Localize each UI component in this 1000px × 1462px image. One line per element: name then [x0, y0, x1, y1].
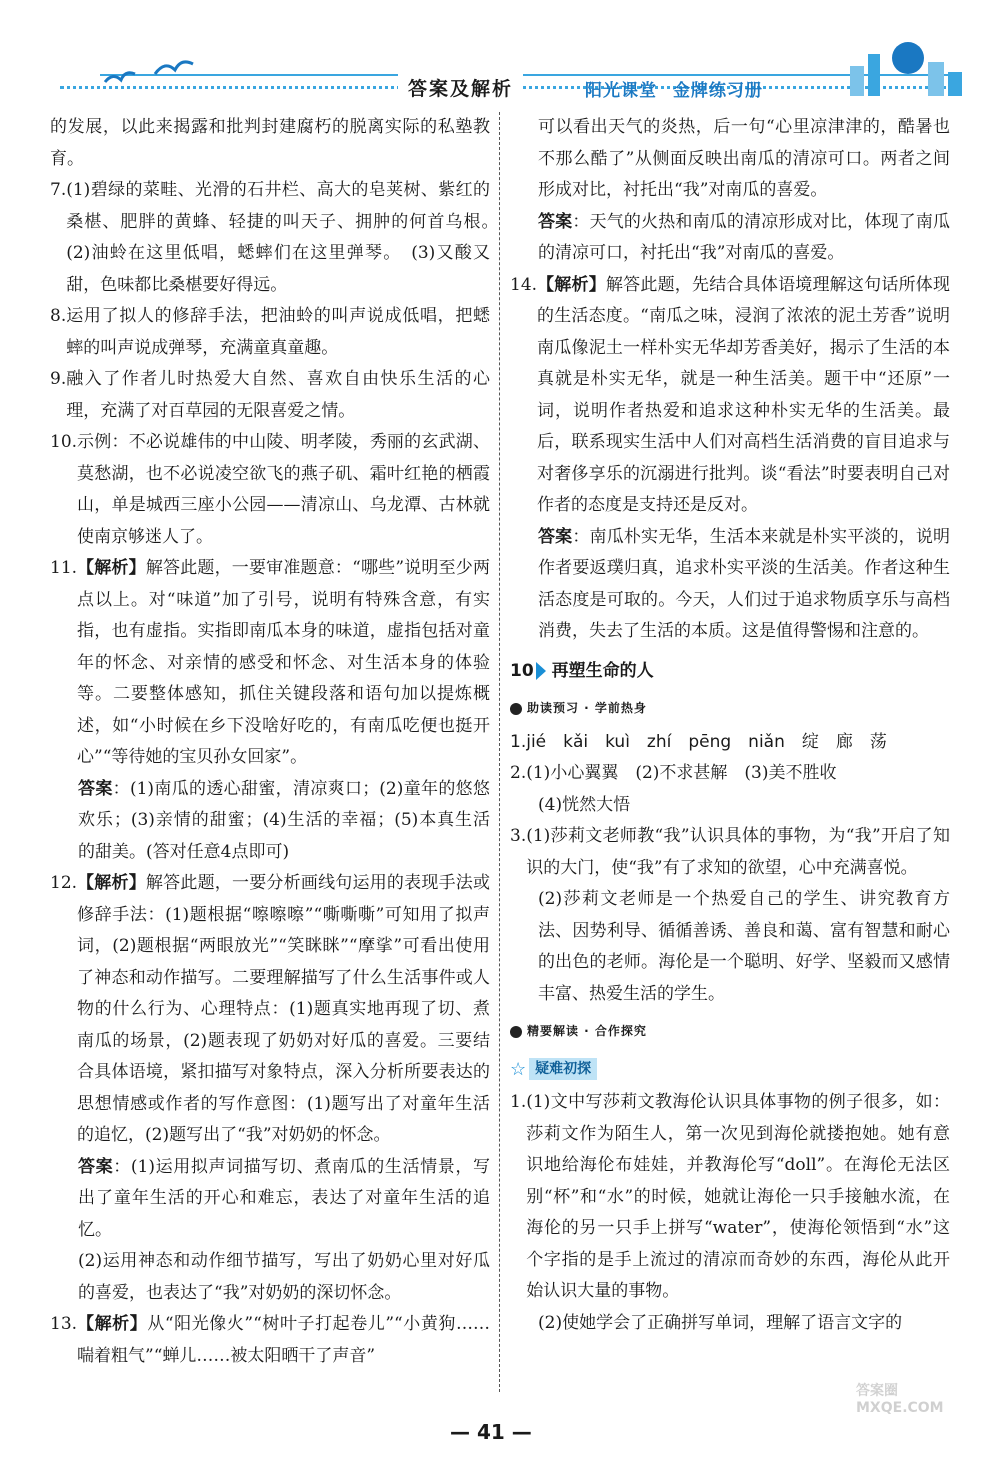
answer-item — [510, 821, 950, 884]
pinyin-answers: 1.jié kǎi kuì zhí pēng niǎn 绽 廊 荡 — [510, 731, 887, 752]
item-text: (1)莎莉文老师教“我”认识具体的事物，为“我”开启了知识的大门，使“我”有了求知的欲望，心中充满喜悦。 — [526, 826, 950, 878]
lesson-number: 10 — [510, 660, 534, 681]
item-text: (1)小心翼翼 (2)不求甚解 (3)美不胜收 — [526, 763, 837, 783]
right-column — [510, 112, 950, 1339]
section-tag — [510, 1054, 597, 1086]
answer-item — [50, 301, 490, 364]
page-header — [40, 58, 970, 100]
bullet-icon — [510, 703, 522, 715]
answer-item — [50, 1309, 490, 1372]
answer-paragraph — [510, 522, 950, 648]
answer-item — [510, 270, 950, 522]
item-number: 3. — [510, 826, 527, 846]
analysis-text: 解答此题，一要分析画线句运用的表现手法或修辞手法：(1)题根据“嚓嚓嚓”“嘶嘶嘶”可知用了拟声词，(2)题根据“两眼放光”“笑眯眯”“摩挲”可看出使用了神态和动作描写。二要理解描写了什么生活事件或人物的什么行为、心理特点：(1)题真实地再现了切、煮南瓜的场景，(2)题表现了奶奶对好瓜的喜爱。三要结合具体语境，紧扣描写对象特点，深入分析所要表达的思想情感或作者的写作意图：(1)题写出了对童年生活的追忆，(2)题写出了“我”对奶奶的怀念。 — [77, 873, 491, 1145]
answer-text: ：(1)南瓜的透心甜蜜，清凉爽口；(2)童年的悠悠欢乐；(3)亲情的甜蜜；(4)生活的幸福；(5)本真生活的甜美。(答对任意4点即可) — [78, 778, 490, 862]
city-skyline-icon — [840, 36, 970, 96]
left-column — [50, 112, 507, 1372]
tag-label: 疑难初探 — [529, 1058, 597, 1080]
answer-item — [50, 868, 490, 1152]
brand-subtitle: 金牌练习册 — [673, 81, 763, 101]
answer-paragraph: 可以看出天气的炎热，后一句“心里凉津津的，酷暑也不那么酷了”从侧面反映出南瓜的清凉可口。两者之间形成对比，衬托出“我”对南瓜的喜爱。 — [538, 117, 950, 200]
item-number: 9. — [50, 369, 67, 389]
chevron-right-icon — [536, 662, 546, 680]
lesson-title: 再塑生命的人 — [551, 660, 654, 681]
item-number: 11. — [50, 558, 78, 578]
item-text: 示例：不必说雄伟的中山陵、明孝陵，秀丽的玄武湖、莫愁湖，也不必说凌空欲飞的燕子矶、霜叶红艳的栖霞山，单是城西三座小公园——清凉山、乌龙潭、古林就使南京够迷人了。 — [77, 432, 490, 547]
item-number: 7. — [50, 180, 67, 200]
answer-item — [50, 112, 490, 175]
item-number: 12. — [50, 873, 78, 893]
item-text — [77, 1309, 490, 1372]
subsection-heading — [510, 693, 950, 725]
item-text — [77, 553, 490, 774]
analysis-label: 【解析】 — [537, 274, 606, 295]
answer-item — [50, 427, 490, 553]
answer-paragraph: (2)使她学会了正确拼写单词，理解了语言文字的 — [538, 1312, 903, 1333]
answer-paragraph — [510, 207, 950, 270]
watermark-logo: 答案圈 MXQE.COM — [856, 1383, 944, 1416]
subsection-title: 精要解读 · 合作探究 — [527, 1024, 647, 1038]
brand-name: 阳光课堂 — [585, 81, 657, 101]
answer-item — [50, 364, 490, 427]
answer-label: 答案 — [538, 526, 573, 547]
column-divider — [499, 112, 500, 1392]
item-number: 8. — [50, 306, 67, 326]
answer-paragraph — [50, 774, 490, 869]
answer-item — [510, 758, 950, 790]
header-rule — [100, 74, 960, 76]
answer-text: ：南瓜朴实无华，生活本来就是朴实平淡的，说明作者要返璞归真，追求朴实平淡的生活美。作者这种生活态度是可取的。今天，人们过于追求物质享乐与高档消费，失去了生活的本质。这是值得警惕和注意的。 — [538, 526, 951, 641]
item-number: 10. — [50, 432, 78, 452]
star-icon: ☆ — [510, 1058, 527, 1080]
item-number: 14. — [510, 274, 538, 295]
header-brand — [585, 76, 763, 101]
item-text: (1)碧绿的菜畦、光滑的石井栏、高大的皂荚树、紫红的桑椹、肥胖的黄蜂、轻捷的叫天子、拥肿的何首乌根。 (2)油蛉在这里低唱，蟋蟀们在这里弹琴。 (3)又酸又甜，色味都比桑椹要好得远。 — [66, 180, 507, 295]
analysis-text: 从“阳光像火”“树叶子打起卷儿”“小黄狗……喘着粗气”“蝉儿……被太阳晒干了声音” — [77, 1314, 490, 1366]
item-text — [537, 270, 950, 522]
answer-label: 答案 — [78, 1156, 114, 1177]
answer-item — [50, 175, 507, 301]
item-text: 的发展，以此来揭露和批判封建腐朽的脱离实际的私塾教育。 — [50, 117, 490, 169]
item-text: 融入了作者儿时热爱大自然、喜欢自由快乐生活的心理，充满了对百草园的无限喜爱之情。 — [66, 369, 490, 421]
item-number: 2. — [510, 763, 527, 783]
birds-icon — [95, 52, 205, 92]
header-title: 答案及解析 — [398, 74, 523, 101]
item-text — [77, 868, 490, 1152]
answer-text: ：(1)运用拟声词描写切、煮南瓜的生活情景，写出了童年生活的开心和难忘，表达了对童年生活的追忆。 — [78, 1156, 490, 1240]
item-text: 运用了拟人的修辞手法，把油蛉的叫声说成低唱，把蟋蟀的叫声说成弹琴，充满童真童趣。 — [66, 306, 490, 358]
bullet-icon — [510, 1026, 522, 1038]
answer-line: (4)恍然大悟 — [538, 794, 631, 815]
analysis-text: 解答此题，先结合具体语境理解这句话所体现的生活态度。“南瓜之味，浸润了浓浓的泥土芳香”说明南瓜像泥土一样朴实无华却芳香美好，揭示了生活的本真就是朴实无华，就是一种生活美。题干中“还原”一词，说明作者热爱和追求这种朴实无华的生活美。最后，联系现实生活中人们对高档生活消费的盲目追求与对奢侈享乐的沉溺进行批判。谈“看法”时要表明自己对作者的态度是支持还是反对。 — [537, 274, 951, 515]
answer-item — [50, 553, 490, 774]
subsection-title: 助读预习 · 学前热身 — [527, 701, 647, 715]
item-number: 13. — [50, 1314, 78, 1334]
analysis-label: 【解析】 — [77, 1314, 148, 1334]
answer-label: 答案 — [78, 778, 113, 799]
answer-item — [510, 1087, 950, 1308]
analysis-label: 【解析】 — [77, 873, 146, 893]
answer-paragraph: (2)运用神态和动作细节描写，写出了奶奶心里对好瓜的喜爱，也表达了“我”对奶奶的深切怀念。 — [78, 1251, 490, 1303]
analysis-text: 解答此题，一要审准题意：“哪些”说明至少两点以上。对“味道”加了引号，说明有特殊含意，有实指，也有虚指。实指即南瓜本身的味道，虚指包括对童年的怀念、对亲情的感受和怀念、对生活本身的体验等。二要整体感知，抓住关键段落和语句加以提炼概述，如“小时候在乡下没啥好吃的，有南瓜吃便也挺开心”“等待她的宝贝孙女回家”。 — [77, 558, 490, 767]
answer-paragraph — [50, 1152, 490, 1247]
item-number: 1. — [510, 1092, 527, 1112]
answer-label: 答案 — [538, 211, 573, 232]
subsection-heading — [510, 1016, 950, 1048]
answer-text: ：天气的火热和南瓜的清凉形成对比，体现了南瓜的清凉可口，衬托出“我”对南瓜的喜爱。 — [538, 211, 951, 263]
analysis-label: 【解析】 — [77, 558, 146, 578]
answer-paragraph: (2)莎莉文老师是一个热爱自己的学生、讲究教育方法、因势利导、循循善诱、善良和蔼、富有智慧和耐心的出色的老师。海伦是一个聪明、好学、坚毅而又感情丰富、热爱生活的学生。 — [538, 889, 950, 1004]
page-number: — 41 — — [450, 1420, 532, 1444]
lesson-heading — [510, 656, 950, 688]
item-text: (1)文中写莎莉文教海伦认识具体事物的例子很多，如：莎莉文作为陌生人，第一次见到海伦就搂抱她。她有意识地给海伦布娃娃，并教海伦写“doll”。在海伦无法区别“杯”和“水”的时候，她就让海伦一只手接触水流，在海伦的另一只手上拼写“water”，使海伦领悟到“水”这个字指的是手上流过的清凉而奇妙的东西，海伦从此开始认识大量的事物。 — [526, 1092, 950, 1301]
